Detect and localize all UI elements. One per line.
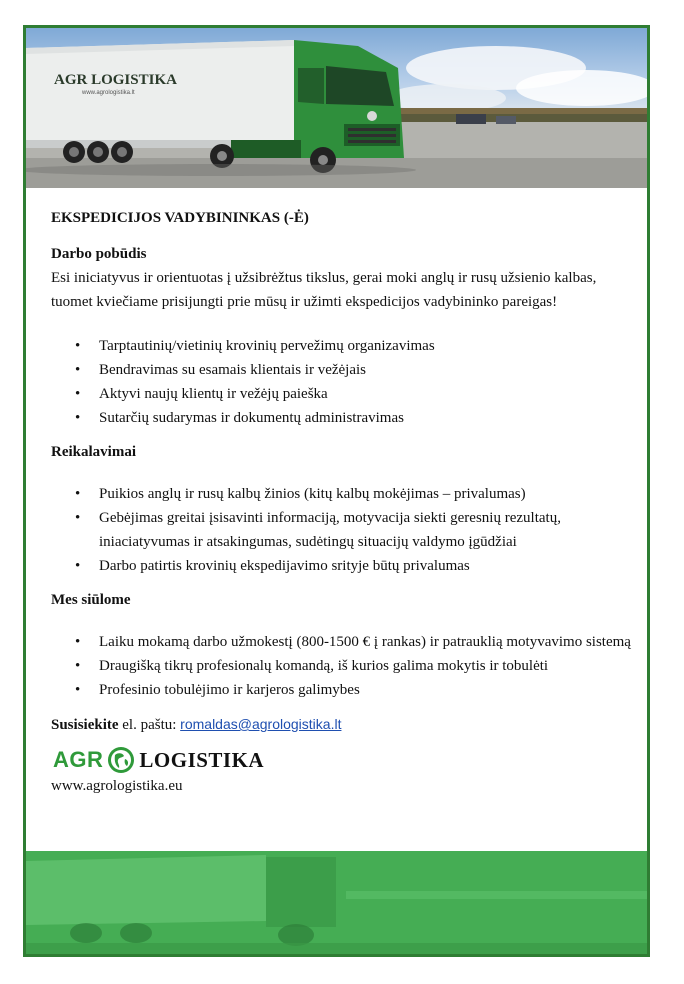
- requirements-list: [51, 482, 631, 578]
- intro-paragraph: Esi iniciatyvus ir orientuotas į užsibrėžtus tikslus, gerai moki anglų ir rusų užsienio kalbas, tuomet kviečiame prisijungti prie mūsų ir užimti ekspedicijos vadybininko pareigas!: [51, 270, 597, 310]
- list-item: • Bendravimas su esamais klientais ir vežėjais: [99, 358, 631, 382]
- contact-label: Susisiekite: [51, 717, 119, 733]
- section-heading-darbo: Darbo pobūdis: [51, 246, 147, 262]
- duties-list: [51, 334, 631, 430]
- list-item: • Tarptautinių/vietinių krovinių pervežimų organizavimas: [99, 334, 631, 358]
- website-url: www.agrologistika.eu: [51, 778, 183, 794]
- list-item: • Laiku mokamą darbo užmokestį (800-1500 € į rankas) ir patrauklią motyvavimo sistemą: [99, 630, 631, 654]
- contact-line: [51, 716, 631, 734]
- trailer-url-text: www.agrologistika.lt: [82, 90, 135, 96]
- list-item: • Darbo patirtis krovinių ekspedijavimo srityje būtų privalumas: [99, 554, 631, 578]
- logo-logistika-text: LOGISTIKA: [139, 747, 265, 772]
- job-ad-content: [51, 210, 631, 795]
- job-title: EKSPEDICIJOS VADYBININKAS (-Ė): [51, 210, 309, 226]
- list-item: • Draugišką tikrų profesionalų komandą, iš kurios galima mokytis ir tobulėti: [99, 654, 631, 678]
- company-logo: [53, 744, 631, 776]
- email-link[interactable]: romaldas@agrologistika.lt: [180, 716, 342, 732]
- list-item: • Gebėjimas greitai įsisavinti informaciją, motyvacija siekti geresnių rezultatų, iniaciatyvumas ir atsakingumas, sudėtingų situacijų valdymo įgūdžiai: [99, 506, 631, 554]
- section-heading-reikalavimai: Reikalavimai: [51, 444, 136, 460]
- logo-agr-text: AGR: [53, 747, 104, 772]
- poster-frame: [23, 25, 650, 957]
- contact-text: el. paštu:: [118, 717, 181, 733]
- section-heading-siulome: Mes siūlome: [51, 592, 131, 608]
- list-item: • Profesinio tobulėjimo ir karjeros galimybes: [99, 678, 631, 702]
- list-item: • Sutarčių sudarymas ir dokumentų administravimas: [99, 406, 631, 430]
- list-item: • Aktyvi naujų klientų ir vežėjų paieška: [99, 382, 631, 406]
- truck-banner-image: [26, 28, 647, 188]
- list-item: • Puikios anglų ir rusų kalbų žinios (kitų kalbų mokėjimas – privalumas): [99, 482, 631, 506]
- globe-icon: [107, 746, 135, 774]
- offers-list: [51, 630, 631, 702]
- trailer-logo-text: AGR LOGISTIKA: [54, 72, 177, 88]
- footer-banner-image: [26, 851, 647, 954]
